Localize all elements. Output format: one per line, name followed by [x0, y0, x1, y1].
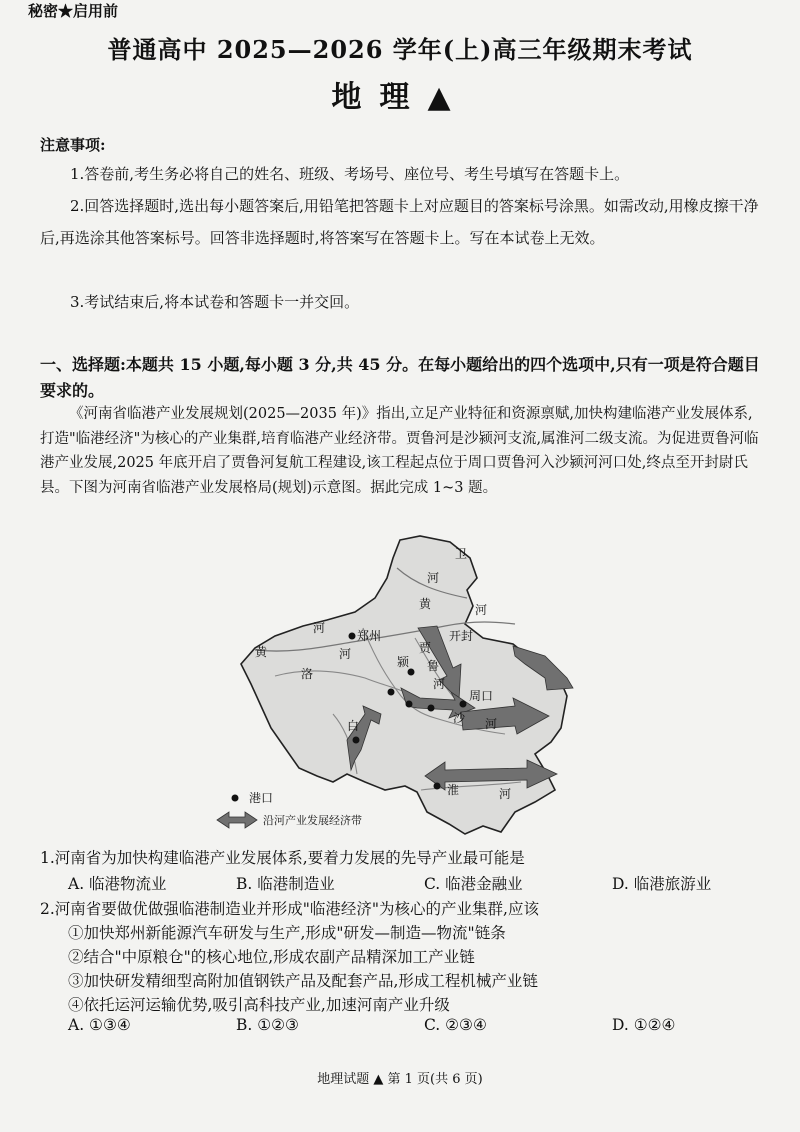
notice-item-1: 1.答卷前,考生务必将自己的姓名、班级、考场号、座位号、考生号填写在答题卡上。	[70, 165, 630, 183]
label-he2: 河	[475, 603, 488, 617]
label-lu: 鲁	[427, 659, 440, 673]
notice-item-2: 2.回答选择题时,选出每小题答案后,用铅笔把答题卡上对应题目的答案标号涂黑。如需改动,用橡皮擦干净后,再选涂其他答案标号。回答非选择题时,将答案写在答题卡上。写在本试卷上无效。	[40, 197, 759, 247]
page-footer: 地理试题 ▲ 第 1 页(共 6 页)	[317, 1072, 483, 1087]
label-he1: 河	[427, 571, 440, 585]
notice-item-3: 3.考试结束后,将本试卷和答题卡一并交回。	[70, 293, 360, 311]
q2-option-c: C. ②③④	[424, 1016, 487, 1034]
q1-option-c: C. 临港金融业	[424, 875, 523, 893]
label-he4: 河	[339, 647, 352, 661]
legend-belt: 沿河产业发展经济带	[263, 814, 362, 827]
question-2-stem: 2.河南省要做优做强临港制造业并形成"临港经济"为核心的产业集群,应该	[40, 900, 539, 918]
exam-title: 普通高中 2025—2026 学年(上)高三年级期末考试	[107, 35, 693, 64]
legend-port-dot	[232, 795, 239, 802]
legend-port: 港口	[249, 791, 274, 805]
q1-option-d: D. 临港旅游业	[612, 875, 712, 893]
label-zhengzhou: 郑州	[357, 629, 382, 643]
label-huang1: 黄	[419, 597, 432, 611]
label-sha: 沙	[453, 711, 466, 725]
q2-statement-3: ③加快研发精细型高附加值钢铁产品及配套产品,形成工程机械产业链	[68, 972, 538, 990]
label-bai: 白	[347, 719, 360, 733]
notice-heading: 注意事项:	[40, 136, 106, 154]
label-ying: 颍	[397, 655, 410, 669]
label-he6: 河	[485, 717, 498, 731]
label-huai: 淮	[447, 783, 460, 797]
confidential-mark: 秘密★启用前	[28, 2, 119, 20]
label-luo: 洛	[301, 667, 314, 681]
henan-port-industry-map	[215, 528, 575, 838]
subject-title: 地理▲	[331, 80, 469, 115]
q2-statement-4: ④依托运河运输优势,吸引高科技产业,加速河南产业升级	[68, 996, 450, 1014]
question-1-stem: 1.河南省为加快构建临港产业发展体系,要着力发展的先导产业最可能是	[40, 849, 525, 867]
q1-option-a: A. 临港物流业	[68, 875, 167, 893]
label-jia: 贾	[419, 641, 432, 655]
q2-statement-2: ②结合"中原粮仓"的核心地位,形成农副产品精深加工产业链	[68, 948, 475, 966]
label-wei: 卫	[455, 547, 468, 561]
q2-option-b: B. ①②③	[236, 1016, 299, 1034]
legend-belt-arrow	[217, 812, 257, 828]
label-he7: 河	[499, 787, 512, 801]
label-he3: 河	[313, 621, 326, 635]
q2-option-a: A. ①③④	[68, 1016, 131, 1034]
label-zhoukou: 周口	[469, 689, 494, 703]
q2-option-d: D. ①②④	[612, 1016, 676, 1034]
q1-option-b: B. 临港制造业	[236, 875, 335, 893]
label-kaifeng: 开封	[449, 629, 474, 643]
label-huang2: 黄	[255, 645, 268, 659]
material-text: 《河南省临港产业发展规划(2025—2035 年)》指出,立足产业特征和资源禀赋,加快构建临港产业发展体系,打造"临港经济"为核心的产业集群,培育临港产业经济带。贾鲁河是沙颍河支流,属淮河二级支流。为促进贾鲁河临港产业发展,2025 年底开启了贾鲁河复航工程建设,该工程起点位于周口贾鲁河入沙颍河河口处,终点至开封尉氏县。下图为河南省临港产业发展格局(规划)示意图。据此完成 1~3 题。	[40, 406, 759, 496]
q2-statement-1: ①加快郑州新能源汽车研发与生产,形成"研发—制造—物流"链条	[68, 924, 506, 942]
section-heading: 一、选择题:本题共 15 小题,每小题 3 分,共 45 分。在每小题给出的四个选项中,只有一项是符合题目要求的。	[40, 355, 760, 400]
label-he5: 河	[433, 677, 446, 691]
